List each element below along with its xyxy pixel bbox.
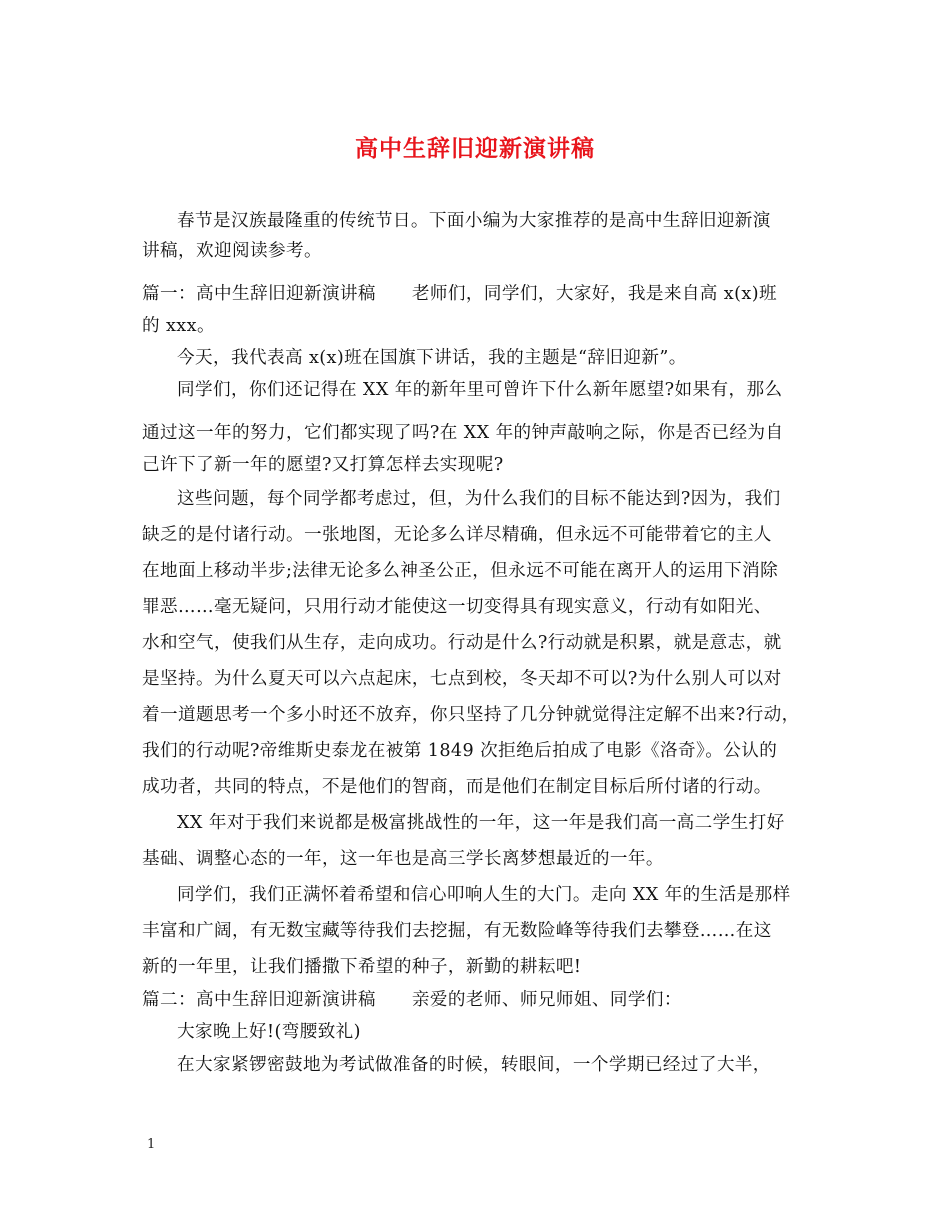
paragraph-line: 成功者，共同的特点，不是他们的智商，而是他们在制定目标后所付诸的行动。 bbox=[142, 777, 772, 797]
paragraph-line: 水和空气，使我们从生存，走向成功。行动是什么?行动就是积累，就是意志，就 bbox=[142, 633, 782, 653]
section-heading-line: 篇一：高中生辞旧迎新演讲稿 老师们，同学们，大家好，我是来自高 x(x)班 bbox=[142, 284, 777, 304]
paragraph-line: 基础、调整心态的一年，这一年也是高三学长离梦想最近的一年。 bbox=[142, 849, 664, 869]
paragraph-line: 罪恶……毫无疑问，只用行动才能使这一切变得具有现实意义，行动有如阳光、 bbox=[142, 597, 772, 617]
paragraph-line: 我们的行动呢?帝维斯史泰龙在被第 1849 次拒绝后拍成了电影《洛奇》。公认的 bbox=[142, 741, 778, 761]
paragraph-line: 通过这一年的努力，它们都实现了吗?在 XX 年的钟声敲响之际，你是否已经为自 bbox=[142, 423, 784, 443]
paragraph-line: 在地面上移动半步;法律无论多么神圣公正，但永远不可能在离开人的运用下消除 bbox=[142, 561, 779, 581]
paragraph-line: 今天，我代表高 x(x)班在国旗下讲话，我的主题是“辞旧迎新”。 bbox=[177, 348, 687, 368]
paragraph-line: 这些问题，每个同学都考虑过，但，为什么我们的目标不能达到?因为，我们 bbox=[177, 489, 781, 509]
paragraph-line: 是坚持。为什么夏天可以六点起床，七点到校，冬天却不可以?为什么别人可以对 bbox=[142, 669, 782, 689]
section-heading-line: 篇二：高中生辞旧迎新演讲稿 亲爱的老师、师兄师姐、同学们： bbox=[142, 990, 682, 1010]
paragraph-line: 缺乏的是付诸行动。一张地图，无论多么详尽精确，但永远不可能带着它的主人 bbox=[142, 525, 772, 545]
paragraph-line: 同学们，你们还记得在 XX 年的新年里可曾许下什么新年愿望?如果有，那么 bbox=[177, 380, 783, 400]
paragraph-line: 同学们，我们正满怀着希望和信心叩响人生的大门。走向 XX 年的生活是那样 bbox=[177, 885, 791, 905]
paragraph-line: 的 xxx。 bbox=[142, 316, 215, 336]
paragraph-line: 春节是汉族最隆重的传统节日。下面小编为大家推荐的是高中生辞旧迎新演 bbox=[177, 211, 771, 231]
document-title: 高中生辞旧迎新演讲稿 bbox=[355, 135, 595, 162]
paragraph-line: 着一道题思考一个多小时还不放弃，你只坚持了几分钟就觉得注定解不出来?行动， bbox=[142, 705, 800, 725]
paragraph-line: 讲稿，欢迎阅读参考。 bbox=[142, 241, 322, 261]
paragraph-line: 丰富和广阔，有无数宝藏等待我们去挖掘，有无数险峰等待我们去攀登……在这 bbox=[142, 921, 772, 941]
paragraph-line: 新的一年里，让我们播撒下希望的种子，新勤的耕耘吧! bbox=[142, 957, 582, 977]
page-number: 1 bbox=[147, 1137, 156, 1152]
paragraph-line: 己许下了新一年的愿望?又打算怎样去实现呢? bbox=[142, 455, 504, 475]
paragraph-line: 大家晚上好!(弯腰致礼) bbox=[177, 1022, 361, 1042]
paragraph-line: XX 年对于我们来说都是极富挑战性的一年，这一年是我们高一高二学生打好 bbox=[177, 813, 785, 833]
paragraph-line: 在大家紧锣密鼓地为考试做准备的时候，转眼间，一个学期已经过了大半， bbox=[177, 1055, 771, 1075]
